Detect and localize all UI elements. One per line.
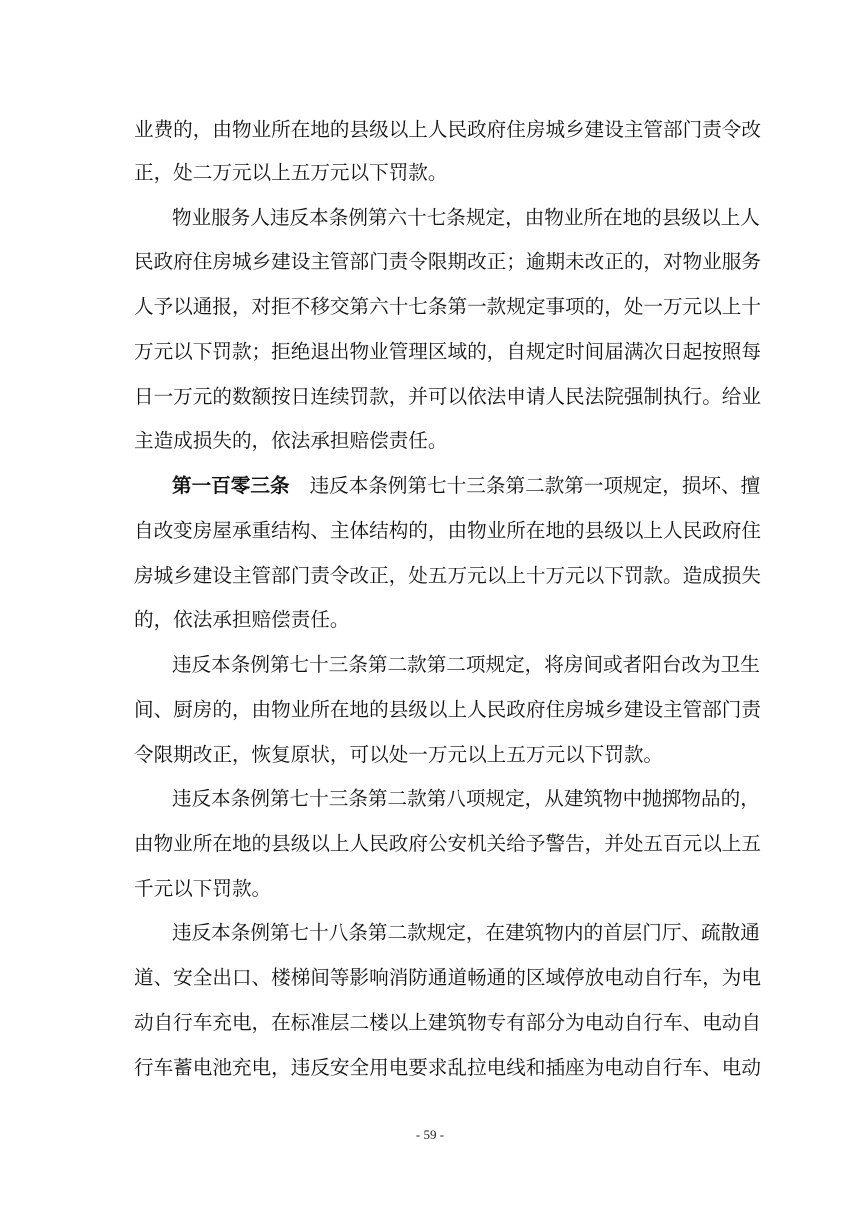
article-103-line xyxy=(172,471,761,501)
text-line: 自改变房屋承重结构、主体结构的，由物业所在地的县级以上人民政府住 xyxy=(134,519,761,542)
text-line: 千元以下罚款。 xyxy=(134,877,272,900)
page-number: - 59 - xyxy=(415,1127,445,1142)
text-line: 正，处二万元以上五万元以下罚款。 xyxy=(134,161,448,184)
text-line: 业费的，由物业所在地的县级以上人民政府住房城乡建设主管部门责令改 xyxy=(134,118,761,141)
paragraph-start-line: 违反本条例第七十八条第二款规定，在建筑物内的首层门厅、疏散通 xyxy=(172,921,760,944)
text-line: 行车蓄电池充电，违反安全用电要求乱拉电线和插座为电动自行车、电动 xyxy=(134,1056,761,1079)
text-line: 人予以通报，对拒不移交第六十七条第一款规定事项的，处一万元以上十 xyxy=(134,295,761,318)
text-line: 间、厨房的，由物业所在地的县级以上人民政府住房城乡建设主管部门责 xyxy=(134,698,761,721)
text-line: 由物业所在地的县级以上人民政府公安机关给予警告，并处五百元以上五 xyxy=(134,832,761,855)
text-line: 主造成损失的，依法承担赔偿责任。 xyxy=(134,429,448,452)
text-line: 万元以下罚款；拒绝退出物业管理区域的，自规定时间届满次日起按照每 xyxy=(134,340,761,363)
text-line: 民政府住房城乡建设主管部门责令限期改正；逾期未改正的，对物业服务 xyxy=(134,250,761,273)
paragraph-start-line: 违反本条例第七十三条第二款第八项规定，从建筑物中抛掷物品的， xyxy=(172,787,760,810)
text-line: 的，依法承担赔偿责任。 xyxy=(134,608,350,631)
article-title: 第一百零三条 xyxy=(172,474,290,497)
text-line: 道、安全出口、楼梯间等影响消防通道畅通的区域停放电动自行车，为电 xyxy=(134,966,761,989)
paragraph-start-line: 违反本条例第七十三条第二款第二项规定，将房间或者阳台改为卫生 xyxy=(172,653,760,676)
text-line: 令限期改正，恢复原状，可以处一万元以上五万元以下罚款。 xyxy=(134,743,664,766)
text-line: 房城乡建设主管部门责令改正，处五万元以上十万元以下罚款。造成损失 xyxy=(134,564,761,587)
text-line: 日一万元的数额按日连续罚款，并可以依法申请人民法院强制执行。给业 xyxy=(134,385,761,408)
text-line: 动自行车充电，在标准层二楼以上建筑物专有部分为电动自行车、电动自 xyxy=(134,1011,761,1034)
paragraph-start-line: 物业服务人违反本条例第六十七条规定，由物业所在地的县级以上人 xyxy=(172,206,760,229)
article-body-text: 违反本条例第七十三条第二款第一项规定，损坏、擅 xyxy=(309,474,761,497)
